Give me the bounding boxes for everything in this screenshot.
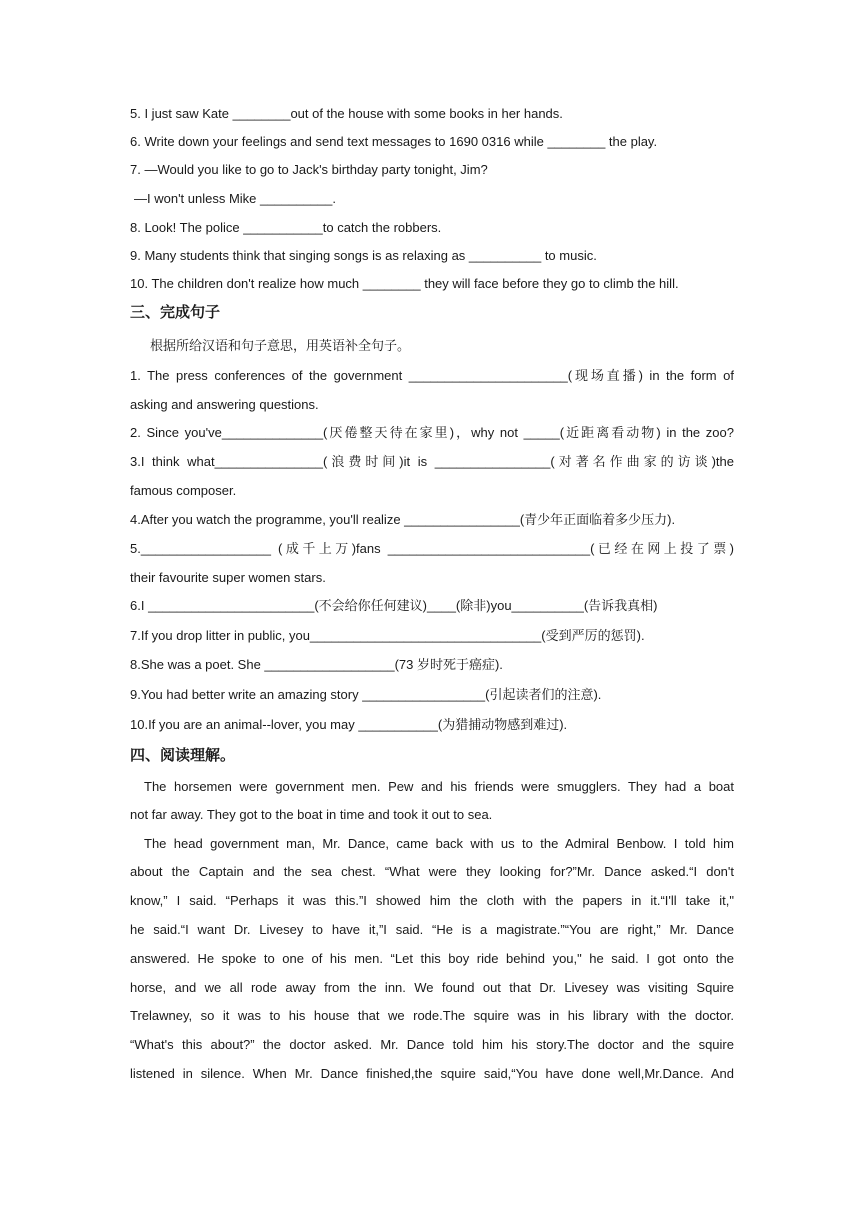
sentence-1: 1. The press conferences of the government ______________________(现场直播) in the form of <box>130 368 734 383</box>
passage-line-4: about the Captain and the sea chest. “What were they looking for?”Mr. Dance asked.“I don't <box>130 864 734 879</box>
sentence-1-cont: asking and answering questions. <box>130 397 319 412</box>
question-7-reply: —I won't unless Mike __________. <box>134 191 336 206</box>
sentence-5-cont: their favourite super women stars. <box>130 570 326 585</box>
question-5: 5. I just saw Kate ________out of the house with some books in her hands. <box>130 106 563 121</box>
passage-line-5: know,” I said. “Perhaps it was this.”I showed him the cloth with the papers in it.“I'll take it," <box>130 893 734 908</box>
sentence-2: 2. Since you've______________(厌倦整天待在家里)，why not _____(近距离看动物) in the zoo? <box>130 425 734 440</box>
sentence-8: 8.She was a poet. She __________________(73 岁时死于癌症). <box>130 657 503 672</box>
question-6: 6. Write down your feelings and send text messages to 1690 0316 while ________ the play. <box>130 134 658 149</box>
passage-line-8: horse, and we all rode away from the inn. We found out that Dr. Livesey was visiting Squire <box>130 980 734 995</box>
sentence-10: 10.If you are an animal--lover, you may ___________(为猎捕动物感到难过). <box>130 717 568 732</box>
sentence-5: 5.__________________ (成千上万)fans ____________________________(已经在网上投了票) <box>130 541 734 556</box>
question-7: 7. —Would you like to go to Jack's birthday party tonight, Jim? <box>130 162 488 177</box>
question-10: 10. The children don't realize how much ________ they will face before they go to climb the hill. <box>130 276 679 291</box>
passage-line-6: he said.“I want Dr. Livesey to have it,”I said. “He is a magistrate.”“You are right,” Mr. Dance <box>130 922 734 937</box>
sentence-7: 7.If you drop litter in public, you________________________________(受到严厉的惩罚). <box>130 628 645 643</box>
section-3-heading: 三、完成句子 <box>130 303 221 321</box>
passage-line-3: The head government man, Mr. Dance, came back with us to the Admiral Benbow. I told him <box>144 836 734 851</box>
passage-line-1: The horsemen were government men. Pew and his friends were smugglers. They had a boat <box>144 779 734 794</box>
passage-line-11: listened in silence. When Mr. Dance finished,the squire said,“You have done well,Mr.Dance. And <box>130 1066 734 1081</box>
question-9: 9. Many students think that singing songs is as relaxing as __________ to music. <box>130 248 597 263</box>
sentence-3: 3.I think what_______________(浪费时间)it is ________________(对著名作曲家的访谈)the <box>130 454 734 469</box>
sentence-3-cont: famous composer. <box>130 483 237 498</box>
passage-line-10: “What's this about?” the doctor asked. Mr. Dance told him his story.The doctor and the squire <box>130 1037 734 1052</box>
passage-line-7: answered. He spoke to one of his men. “Let this boy ride behind you," he said. I got onto the <box>130 951 734 966</box>
section-3-instruction: 根据所给汉语和句子意思，用英语补全句子。 <box>150 338 411 353</box>
sentence-4: 4.After you watch the programme, you'll realize ________________(青少年正面临着多少压力). <box>130 512 676 527</box>
passage-line-9: Trelawney, so it was to his house that we rode.The squire was in his library with the doctor. <box>130 1008 734 1023</box>
sentence-9: 9.You had better write an amazing story _________________(引起读者们的注意). <box>130 687 602 702</box>
sentence-6: 6.I _______________________(不会给你任何建议)____(除非)you__________(告诉我真相) <box>130 598 658 613</box>
passage-line-2: not far away. They got to the boat in time and took it out to sea. <box>130 807 493 822</box>
section-4-heading: 四、阅读理解。 <box>130 746 236 764</box>
question-8: 8. Look! The police ___________to catch the robbers. <box>130 220 442 235</box>
